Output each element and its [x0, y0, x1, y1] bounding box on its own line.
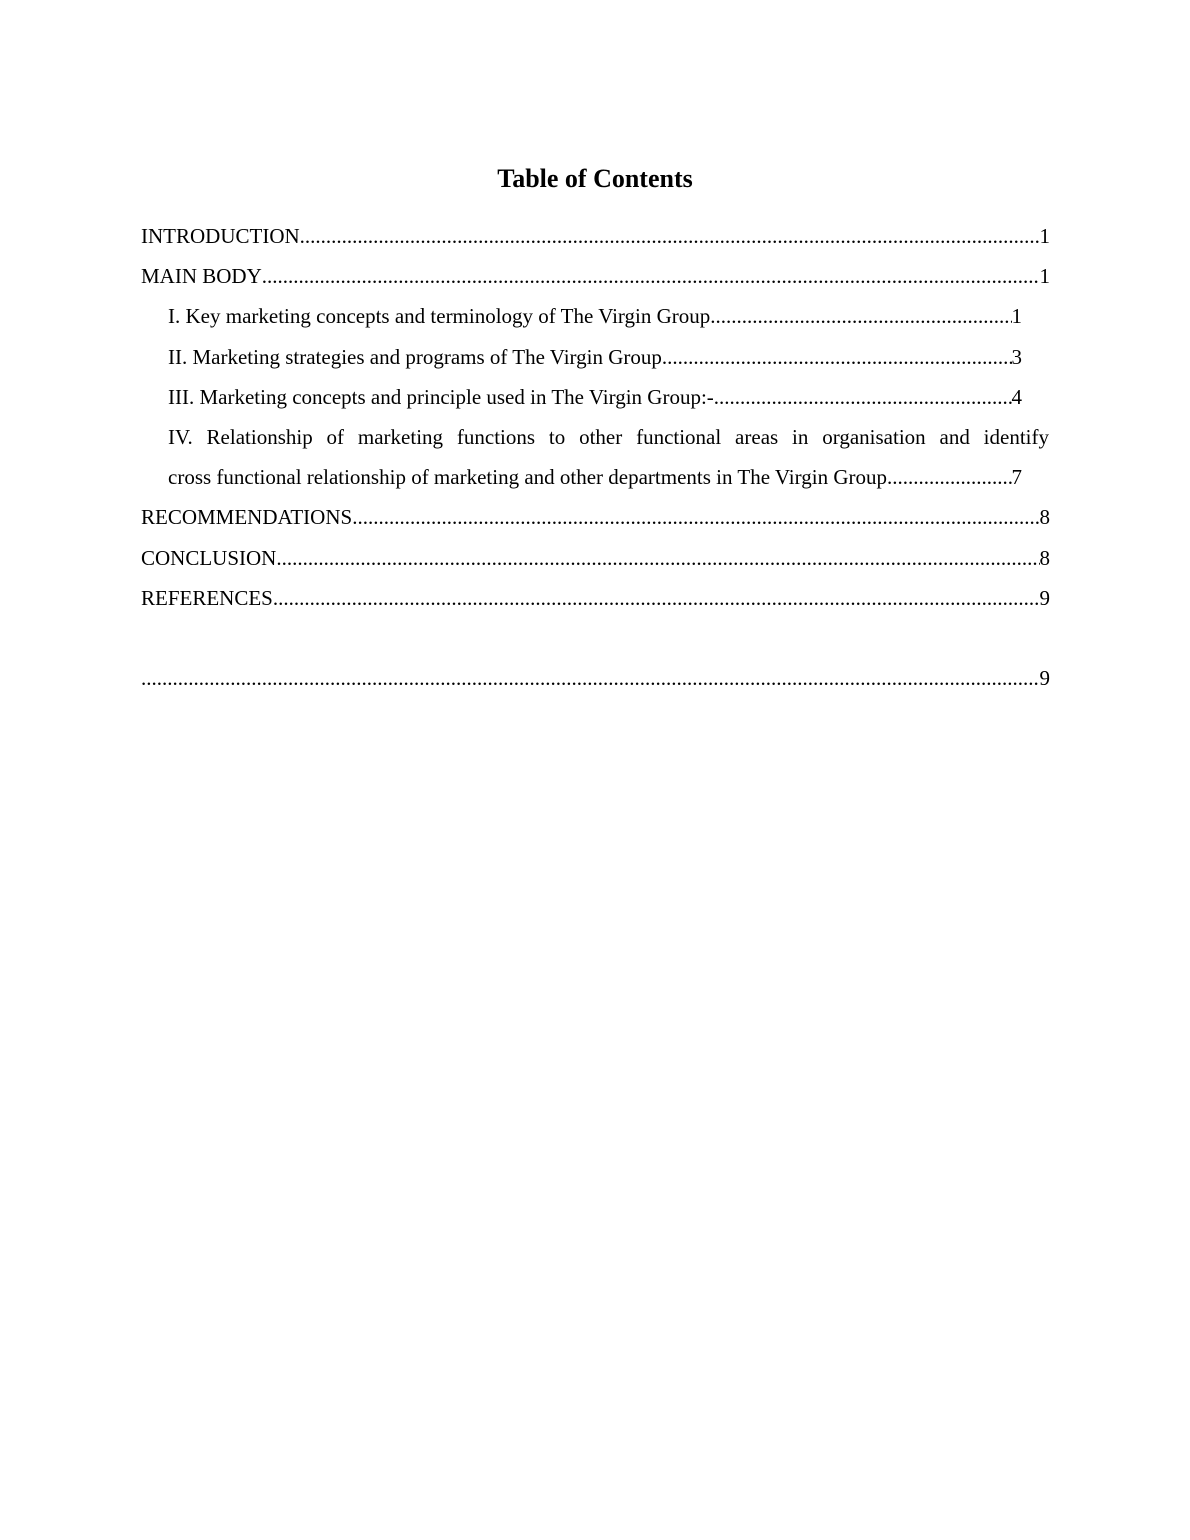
toc-page-number: 9 [1039, 585, 1050, 610]
toc-entry-relationship-marketing-functions[interactable] [168, 417, 1049, 497]
toc-entry-marketing-principles[interactable] [168, 377, 1022, 417]
toc-entry-label: REFERENCES [141, 585, 273, 610]
dot-leader [141, 658, 1040, 698]
toc-page-number: 3 [1011, 344, 1022, 369]
toc-page-number: 8 [1039, 545, 1050, 570]
dot-leader [273, 578, 1040, 618]
toc-entry-untitled[interactable] [141, 658, 1050, 698]
toc-entry-label: INTRODUCTION [141, 224, 300, 248]
dot-leader [276, 538, 1039, 578]
toc-entry-recommendations[interactable] [141, 497, 1050, 537]
toc-blank-line [141, 618, 1050, 658]
toc-entry-key-marketing-concepts[interactable] [168, 296, 1022, 336]
toc-entry-label: I. Key marketing concepts and terminology of The Virgin Group [168, 304, 711, 329]
toc-entry-label: MAIN BODY [141, 264, 262, 289]
toc-title: Table of Contents [497, 164, 693, 193]
toc-page-number: 1 [1011, 304, 1022, 329]
dot-leader [662, 337, 1012, 377]
dot-leader [714, 377, 1012, 417]
toc-entry-introduction[interactable] [141, 216, 1050, 256]
toc-page-number: 9 [1039, 666, 1050, 691]
toc-entry-label: CONCLUSION [141, 545, 277, 570]
dot-leader [300, 216, 1040, 256]
toc-page-number: 4 [1011, 384, 1022, 409]
dot-leader [352, 497, 1039, 537]
toc-page-number: 1 [1039, 264, 1050, 289]
toc-entry-conclusion[interactable] [141, 538, 1050, 578]
dot-leader [887, 457, 1012, 497]
toc-entry-label: RECOMMENDATIONS [141, 505, 353, 530]
toc-entry-main-body[interactable] [141, 256, 1050, 296]
toc-entry-marketing-strategies[interactable] [168, 337, 1022, 377]
toc-entry-label: II. Marketing strategies and programs of The Virgin Group [168, 344, 662, 369]
dot-leader [710, 296, 1011, 336]
toc-page-number: 7 [1011, 465, 1022, 490]
toc-page-number: 1 [1039, 224, 1050, 248]
dot-leader [262, 256, 1040, 296]
toc-entry-label-line-2: cross functional relationship of marketing and other departments in The Virgin Group [168, 465, 887, 490]
toc-entry-references[interactable] [141, 578, 1050, 618]
toc-entry-label: III. Marketing concepts and principle used in The Virgin Group:- [168, 384, 714, 409]
toc-list [141, 216, 1050, 698]
toc-page-number: 8 [1039, 505, 1050, 530]
toc-entry-label-line-1: IV. Relationship of marketing functions to other functional areas in organisation and identify [168, 424, 1049, 449]
toc-entry-line-2 [168, 457, 1022, 497]
